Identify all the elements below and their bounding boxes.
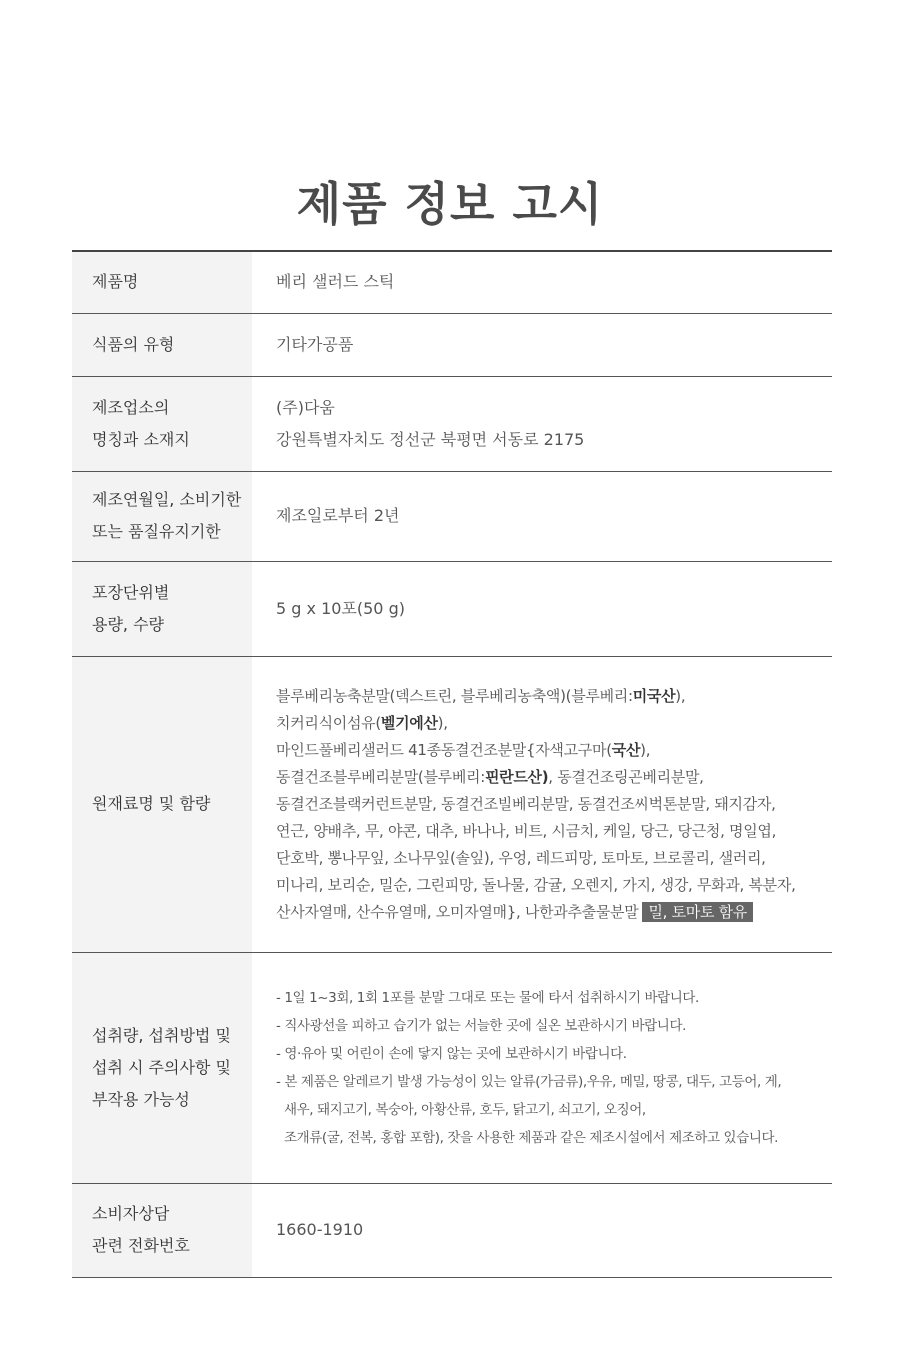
label-line: 제조업소의 — [92, 397, 170, 417]
notice-line: 조개류(굴, 전복, 홍합 포함), 잣을 사용한 제품과 같은 제조시설에서 제조하고 있습니다. — [284, 1129, 779, 1146]
allergen-badge: 밀, 토마토 함유 — [642, 902, 753, 922]
value-intake — [252, 952, 832, 1183]
label-line: 소비자상담 — [92, 1204, 170, 1223]
row-package — [72, 561, 832, 656]
label-line: 관련 전화번호 — [92, 1236, 190, 1255]
value-contact-phone: 1660-1910 — [276, 1220, 364, 1239]
ingredient-line: 블루베리농축분말(덱스트린, 블루베리농축액)(블루베리:미국산), — [276, 686, 686, 705]
manufacturer-address: 강원특별자치도 정선군 북평면 서동로 2175 — [276, 429, 585, 449]
value-manufacturer — [252, 376, 832, 471]
value-expiry: 제조일로부터 2년 — [276, 506, 400, 525]
product-info-table — [72, 250, 832, 1278]
label-manufacturer — [72, 376, 252, 471]
row-expiry — [72, 471, 832, 561]
label-line: 섭취 시 주의사항 및 — [92, 1057, 231, 1077]
page-title: 제품 정보 고시 — [296, 177, 604, 231]
label-line: 또는 품질유지기한 — [92, 522, 221, 541]
label-line: 제조연월일, 소비기한 — [92, 490, 242, 509]
ingredient-line: 동결건조블루베리분말(블루베리:핀란드산), 동결건조링곤베리분말, — [276, 767, 704, 786]
label-food-type: 식품의 유형 — [72, 313, 252, 376]
origin-highlight: 미국산 — [632, 686, 676, 705]
origin-highlight: 국산 — [611, 740, 641, 759]
ingredient-line: 단호박, 뽕나무잎, 소나무잎(솔잎), 우엉, 레드피망, 토마토, 브로콜리, 샐러리, — [276, 848, 766, 867]
ingredient-line: 마인드풀베리샐러드 41종동결건조분말{자색고구마(국산), — [276, 740, 651, 759]
notice-line: - 1일 1~3회, 1회 1포를 분말 그대로 또는 물에 타서 섭취하시기 바랍니다. — [276, 989, 699, 1006]
origin-highlight: 벨기에산 — [380, 713, 438, 732]
label-line: 부작용 가능성 — [92, 1089, 190, 1109]
label-line: 명칭과 소재지 — [92, 429, 190, 449]
label-product-name: 제품명 — [72, 251, 252, 313]
notice-line: - 본 제품은 알레르기 발생 가능성이 있는 알류(가금류),우유, 메밀, 땅콩, 대두, 고등어, 게, — [276, 1073, 782, 1090]
label-line: 용량, 수량 — [92, 614, 164, 634]
value-product-name: 베리 샐러드 스틱 — [276, 272, 395, 292]
ingredient-line: 산사자열매, 산수유열매, 오미자열매}, 나한과추출물분말 밀, 토마토 함유 — [276, 899, 832, 926]
label-line: 섭취량, 섭취방법 및 — [92, 1025, 231, 1045]
label-package — [72, 561, 252, 656]
label-ingredients: 원재료명 및 함량 — [72, 656, 252, 952]
ingredient-line: 동결건조블랙커런트분말, 동결건조빌베리분말, 동결건조씨벅톤분말, 돼지감자, — [276, 794, 776, 813]
ingredient-line: 치커리식이섬유(벨기에산), — [276, 713, 448, 732]
row-ingredients — [72, 656, 832, 952]
label-contact — [72, 1183, 252, 1277]
label-expiry — [72, 471, 252, 561]
row-manufacturer — [72, 376, 832, 471]
notice-line: 새우, 돼지고기, 복숭아, 아황산류, 호두, 닭고기, 쇠고기, 오징어, — [284, 1101, 646, 1118]
manufacturer-name: (주)다움 — [276, 397, 335, 417]
value-food-type: 기타가공품 — [276, 334, 354, 354]
label-line: 포장단위별 — [92, 582, 170, 602]
label-intake — [72, 952, 252, 1183]
row-contact — [72, 1183, 832, 1277]
origin-highlight: 핀란드산) — [484, 767, 549, 786]
notice-line: - 직사광선을 피하고 습기가 없는 서늘한 곳에 실온 보관하시기 바랍니다. — [276, 1017, 686, 1034]
row-food-type — [72, 313, 832, 376]
row-product-name — [72, 251, 832, 313]
ingredient-line: 미나리, 보리순, 밀순, 그린피망, 돌나물, 감귤, 오렌지, 가지, 생강, 무화과, 복분자, — [276, 875, 796, 894]
value-ingredients — [252, 656, 832, 952]
row-intake — [72, 952, 832, 1183]
ingredient-line: 연근, 양배추, 무, 야콘, 대추, 바나나, 비트, 시금치, 케일, 당근, 당근청, 명일엽, — [276, 821, 777, 840]
notice-line: - 영·유아 및 어린이 손에 닿지 않는 곳에 보관하시기 바랍니다. — [276, 1045, 627, 1062]
value-package: 5 g x 10포(50 g) — [276, 598, 405, 618]
